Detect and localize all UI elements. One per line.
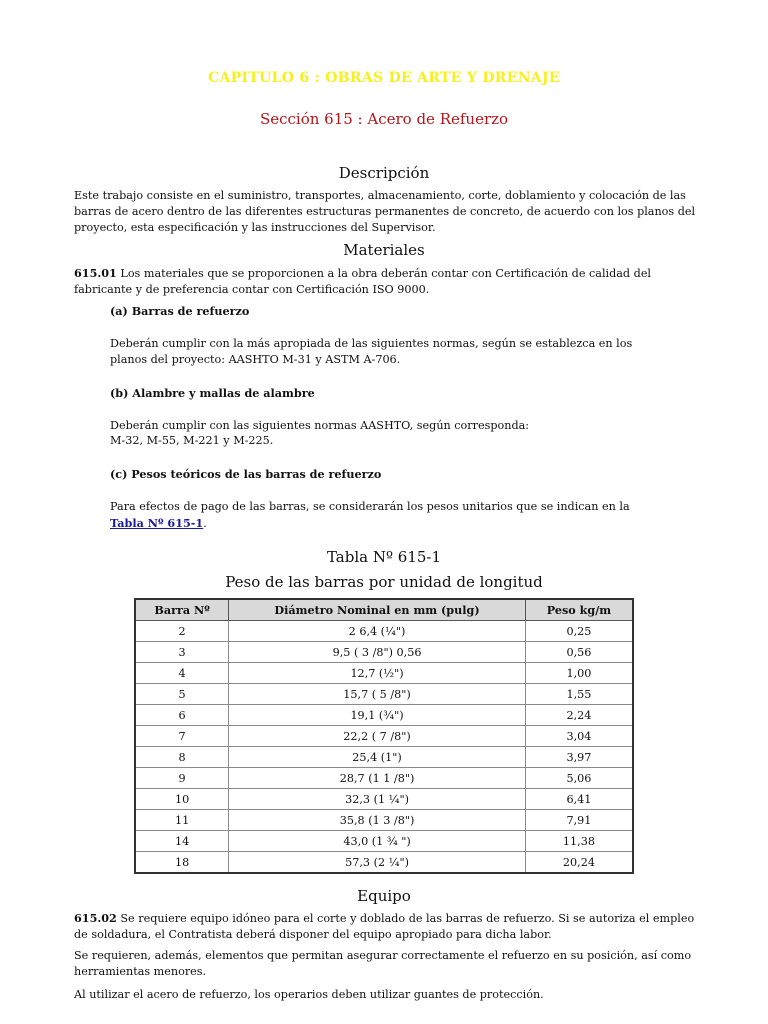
text-b-line-2: M-32, M-55, M-221 y M-225.: [110, 434, 274, 447]
clause-number: 615.01: [74, 266, 117, 280]
cell-diametro: 9,5 ( 3 /8") 0,56: [229, 642, 526, 663]
table-row: [135, 663, 633, 684]
table-row: [135, 852, 633, 874]
subheading-c: (c) Pesos teóricos de las barras de refuerzo: [110, 467, 382, 481]
equipo-heading: Equipo: [357, 887, 411, 905]
table-row: [135, 789, 633, 810]
table-row: [135, 705, 633, 726]
table-row: [135, 810, 633, 831]
cell-barra: 6: [135, 705, 229, 726]
cell-peso: 3,04: [525, 726, 633, 747]
descripcion-heading: Descripción: [338, 164, 430, 182]
equipo-text-3: Al utilizar el acero de refuerzo, los operarios deben utilizar guantes de protección.: [74, 988, 544, 1001]
table-row: [135, 726, 633, 747]
cell-barra: 10: [135, 789, 229, 810]
text-a: Deberán cumplir con la más apropiada de las siguientes normas, según se establezca en los planos del proyecto: AASHTO M-31 y ASTM A-706.: [110, 337, 633, 366]
equipo-text-2: Se requieren, además, elementos que permitan asegurar correctamente el refuerzo en su posición, así como herramientas menores.: [74, 949, 692, 978]
cell-diametro: 19,1 (¾"): [229, 705, 526, 726]
cell-peso: 1,55: [525, 684, 633, 705]
equipo-paragraph: [74, 910, 704, 943]
cell-barra: 3: [135, 642, 229, 663]
cell-peso: 0,25: [525, 621, 633, 642]
cell-barra: 5: [135, 684, 229, 705]
chapter-title: CAPITULO 6 : OBRAS DE ARTE Y DRENAJE: [208, 70, 560, 86]
text-c: [110, 499, 660, 532]
cell-peso: 6,41: [525, 789, 633, 810]
cell-peso: 7,91: [525, 810, 633, 831]
cell-diametro: 43,0 (1 ¾ "): [229, 831, 526, 852]
cell-barra: 8: [135, 747, 229, 768]
cell-peso: 5,06: [525, 768, 633, 789]
cell-diametro: 2 6,4 (¼"): [229, 621, 526, 642]
cell-peso: 3,97: [525, 747, 633, 768]
cell-peso: 2,24: [525, 705, 633, 726]
cell-peso: 20,24: [525, 852, 633, 874]
cell-barra: 2: [135, 621, 229, 642]
cell-diametro: 32,3 (1 ¼"): [229, 789, 526, 810]
cell-barra: 9: [135, 768, 229, 789]
section-title: Sección 615 : Acero de Refuerzo: [259, 110, 509, 128]
clause-text: Los materiales que se proporcionen a la obra deberán contar con Certificación de calidad del fabricante y de preferencia contar con Certificación ISO 9000.: [74, 267, 652, 296]
clause-number: 615.02: [74, 911, 117, 925]
table-row: [135, 747, 633, 768]
header-barra: Barra Nº: [135, 599, 229, 621]
cell-barra: 4: [135, 663, 229, 684]
cell-peso: 0,56: [525, 642, 633, 663]
cell-diametro: 35,8 (1 3 /8"): [229, 810, 526, 831]
cell-barra: 11: [135, 810, 229, 831]
cell-barra: 14: [135, 831, 229, 852]
table-row: [135, 621, 633, 642]
table-row: [135, 768, 633, 789]
header-peso: Peso kg/m: [525, 599, 633, 621]
cell-diametro: 25,4 (1"): [229, 747, 526, 768]
table-row: [135, 684, 633, 705]
materiales-paragraph: [74, 265, 704, 298]
weights-table: [134, 598, 634, 874]
materiales-heading: Materiales: [343, 241, 425, 259]
cell-diametro: 57,3 (2 ¼"): [229, 852, 526, 874]
cell-diametro: 12,7 (½"): [229, 663, 526, 684]
header-diametro: Diámetro Nominal en mm (pulg): [229, 599, 526, 621]
table-header-row: [135, 599, 633, 621]
cell-barra: 18: [135, 852, 229, 874]
text-c-body: Para efectos de pago de las barras, se considerarán los pesos unitarios que se indican en la: [110, 500, 630, 513]
cell-diametro: 28,7 (1 1 /8"): [229, 768, 526, 789]
table-row: [135, 831, 633, 852]
clause-text: Se requiere equipo idóneo para el corte y doblado de las barras de refuerzo. Si se autoriza el empleo de soldadura, el Contratista deberá disponer del equipo apropiado para dicha labor.: [74, 912, 695, 941]
cell-peso: 11,38: [525, 831, 633, 852]
cell-diametro: 22,2 ( 7 /8"): [229, 726, 526, 747]
subheading-a: (a) Barras de refuerzo: [110, 304, 250, 318]
tabla-link[interactable]: Tabla Nº 615-1: [110, 516, 204, 530]
cell-diametro: 15,7 ( 5 /8"): [229, 684, 526, 705]
cell-peso: 1,00: [525, 663, 633, 684]
cell-barra: 7: [135, 726, 229, 747]
descripcion-text: Este trabajo consiste en el suministro, transportes, almacenamiento, corte, doblamiento y colocación de las barras de acero dentro de las diferentes estructuras permanentes de concreto, de acuerdo con los planos del proyecto, esta especificación y las instrucciones del Supervisor.: [74, 189, 696, 234]
text-c-end: .: [203, 517, 207, 530]
table-row: [135, 642, 633, 663]
tabla-title: Tabla Nº 615-1: [326, 548, 442, 566]
tabla-subtitle: Peso de las barras por unidad de longitud: [225, 573, 543, 591]
subheading-b: (b) Alambre y mallas de alambre: [110, 386, 315, 400]
text-b-line-1: Deberán cumplir con las siguientes normas AASHTO, según corresponda:: [110, 419, 530, 432]
